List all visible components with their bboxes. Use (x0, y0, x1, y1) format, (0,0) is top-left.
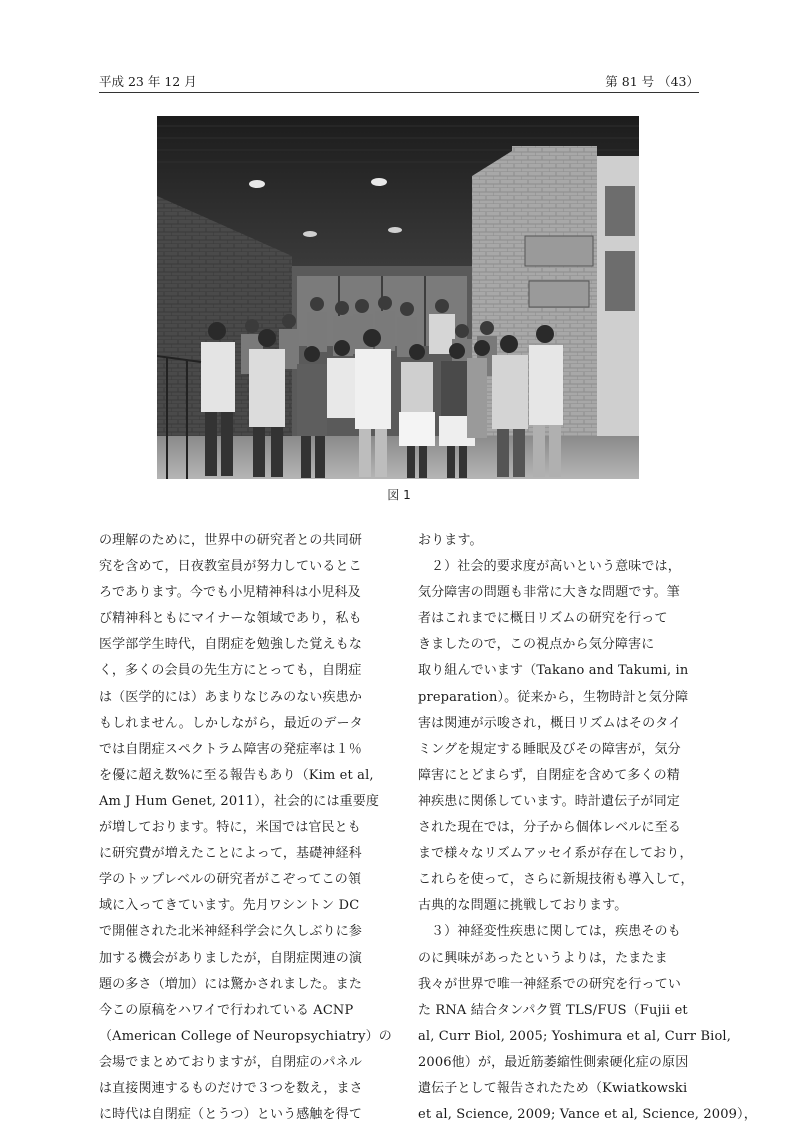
header-issue: 第 81 号 （43） (605, 74, 699, 89)
text-line: では自閉症スペクトラム障害の発症率は１％ (99, 741, 362, 757)
text-line: ３）神経変性疾患に関しては，疾患そのも (431, 924, 681, 940)
text-line: が増しております。特に，米国では官民とも (99, 820, 361, 836)
text-line: まで様々なリズムアッセイ系が存在しており， (418, 846, 693, 862)
text-line: ミングを規定する睡眠及びその障害が，気分 (418, 741, 681, 757)
running-header (99, 70, 699, 93)
text-line: 気分障害の問題も非常に大きな問題です。筆 (418, 585, 680, 601)
text-line: 題の多さ（増加）には驚かされました。また (99, 976, 363, 992)
text-line: は（医学的には）あまりなじみのない疾患か (99, 689, 363, 705)
text-line: で開催された北米神経科学会に久しぶりに参 (99, 924, 363, 940)
text-line: の理解のために，世界中の研究者との共同研 (99, 533, 363, 548)
text-line: に時代は自閉症（とうつ）という感触を得て (99, 1107, 363, 1123)
text-line: 究を含めて，日夜教室員が努力しているとこ (99, 559, 362, 575)
header-date: 平成 23 年 12 月 (99, 74, 197, 89)
text-line: された現在では，分子から個体レベルに至る (418, 820, 682, 836)
text-line: ろであります。今でも小児精神科は小児科及 (99, 585, 361, 601)
text-line: を優に超え数%に至る報告もあり（Kim et al, (99, 767, 374, 783)
text-line: preparation）。従来から，生物時計と気分障 (418, 689, 689, 705)
text-line: 域に入ってきています。先月ワシントン DC (99, 898, 360, 914)
text-line: 医学部学生時代，自閉症を勉強した覚えもな (99, 637, 363, 653)
text-line: び精神科ともにマイナーな領域であり，私も (99, 611, 362, 627)
text-line: ２）社会的要求度が高いという意味では， (431, 559, 681, 575)
text-line: に研究費が増えたことによって，基礎神経科 (99, 846, 362, 862)
text-line: et al, Science, 2009; Vance et al, Science, 2009）， (418, 1107, 757, 1123)
text-line: た RNA 結合タンパク質 TLS/FUS（Fujii et (418, 1002, 688, 1018)
body-column-left (99, 528, 392, 1128)
text-line: 我々が世界で唯一神経系での研究を行ってい (418, 976, 682, 992)
text-line: 学のトップレベルの研究者がこぞってこの領 (99, 872, 362, 888)
text-line: 遺伝子として報告されたため（Kwiatkowski (418, 1080, 688, 1096)
text-line: 取り組んでいます（Takano and Takumi, in (418, 663, 689, 679)
text-line: al, Curr Biol, 2005; Yoshimura et al, Curr Biol, (418, 1028, 732, 1044)
text-line: のに興味があったというよりは，たまたま (418, 950, 668, 966)
text-line: これらを使って，さらに新規技術も導入して， (418, 872, 694, 888)
text-line: 障害にとどまらず，自閉症を含めて多くの精 (418, 767, 680, 783)
text-line: 2006他）が，最近筋萎縮性側索硬化症の原因 (418, 1054, 689, 1070)
text-line: 会場でまとめておりますが，自閉症のパネル (99, 1054, 363, 1070)
text-line: 古典的な問題に挑戦しております。 (418, 898, 628, 914)
group-photo (157, 116, 639, 479)
text-line: 神疾患に関係しています。時計遺伝子が同定 (418, 793, 680, 809)
text-line: きましたので，この視点から気分障害に (418, 637, 655, 653)
text-line: 害は関連が示唆され，概日リズムはそのタイ (418, 715, 682, 731)
text-line: 者はこれまでに概日リズムの研究を行って (418, 611, 668, 627)
text-line: Am J Hum Genet, 2011），社会的には重要度 (99, 793, 380, 809)
body-column-right (418, 528, 757, 1128)
text-line: 今この原稿をハワイで行われている ACNP (99, 1002, 354, 1018)
text-line: （American College of Neuropsychiatry）の (99, 1028, 392, 1044)
text-line: おります。 (418, 533, 483, 548)
text-line: もしれません。しかしながら，最近のデータ (99, 715, 363, 731)
figure-caption: 図 1 (387, 488, 411, 502)
text-line: く，多くの会員の先生方にとっても，自閉症 (99, 663, 362, 679)
text-line: は直接関連するものだけで３つを数え，まさ (99, 1080, 363, 1096)
text-line: 加する機会がありましたが，自閉症関連の演 (99, 950, 363, 966)
